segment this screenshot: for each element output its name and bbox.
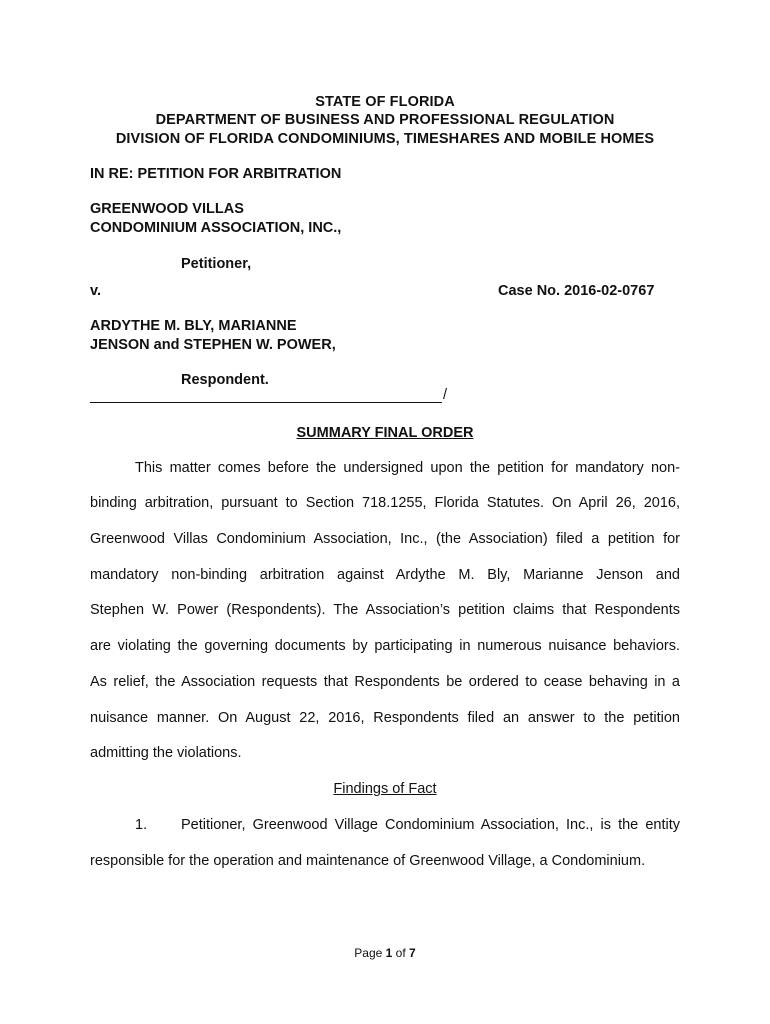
paragraph-line: Greenwood Villas Condominium Association, Inc., (the Association) filed a petition for (90, 531, 680, 547)
caption-respondent-name-2: JENSON and STEPHEN W. POWER, (90, 337, 336, 353)
paragraph-line: mandatory non-binding arbitration against Ardythe M. Bly, Marianne Jenson and (90, 567, 680, 583)
paragraph-line: nuisance manner. On August 22, 2016, Respondents filed an answer to the petition (90, 710, 680, 726)
caption-respondent-name-1: ARDYTHE M. BLY, MARIANNE (90, 318, 297, 334)
caption-separator-line (90, 402, 442, 403)
caption-versus: v. (90, 283, 102, 299)
paragraph-line: As relief, the Association requests that Respondents be ordered to cease behaving in a (90, 674, 680, 690)
paragraph-line: are violating the governing documents by participating in numerous nuisance behaviors. (90, 638, 680, 654)
caption-separator-slash: / (443, 387, 448, 403)
caption-petitioner-label: Petitioner, (181, 256, 252, 272)
case-number: Case No. 2016-02-0767 (498, 283, 655, 299)
caption-petitioner-name-1: GREENWOOD VILLAS (90, 201, 244, 217)
finding-line: Petitioner, Greenwood Village Condominium Association, Inc., is the entity (181, 817, 680, 833)
caption-in-re: IN RE: PETITION FOR ARBITRATION (90, 166, 342, 182)
footer-page-current: 1 (385, 946, 393, 960)
caption-petitioner-name-2: CONDOMINIUM ASSOCIATION, INC., (90, 220, 342, 236)
header-state: STATE OF FLORIDA (315, 94, 455, 110)
header-division: DIVISION OF FLORIDA CONDOMINIUMS, TIMESHARES AND MOBILE HOMES (115, 131, 655, 147)
paragraph-line: binding arbitration, pursuant to Section 718.1255, Florida Statutes. On April 26, 2016, (90, 495, 680, 511)
page-footer (0, 946, 770, 960)
document-title: SUMMARY FINAL ORDER (296, 425, 474, 441)
paragraph-line: Stephen W. Power (Respondents). The Association’s petition claims that Respondents (90, 602, 680, 618)
caption-respondent-label: Respondent. (181, 372, 269, 388)
findings-heading: Findings of Fact (333, 781, 437, 797)
footer-page-total: 7 (409, 946, 416, 960)
finding-line: responsible for the operation and maintenance of Greenwood Village, a Condominium. (90, 853, 646, 869)
footer-of-word: of (392, 946, 410, 960)
footer-page-word: Page (354, 946, 386, 960)
paragraph-line: admitting the violations. (90, 745, 242, 761)
header-department: DEPARTMENT OF BUSINESS AND PROFESSIONAL REGULATION (155, 112, 615, 128)
finding-number: 1. (135, 817, 148, 833)
paragraph-line: This matter comes before the undersigned upon the petition for mandatory non- (135, 460, 680, 476)
